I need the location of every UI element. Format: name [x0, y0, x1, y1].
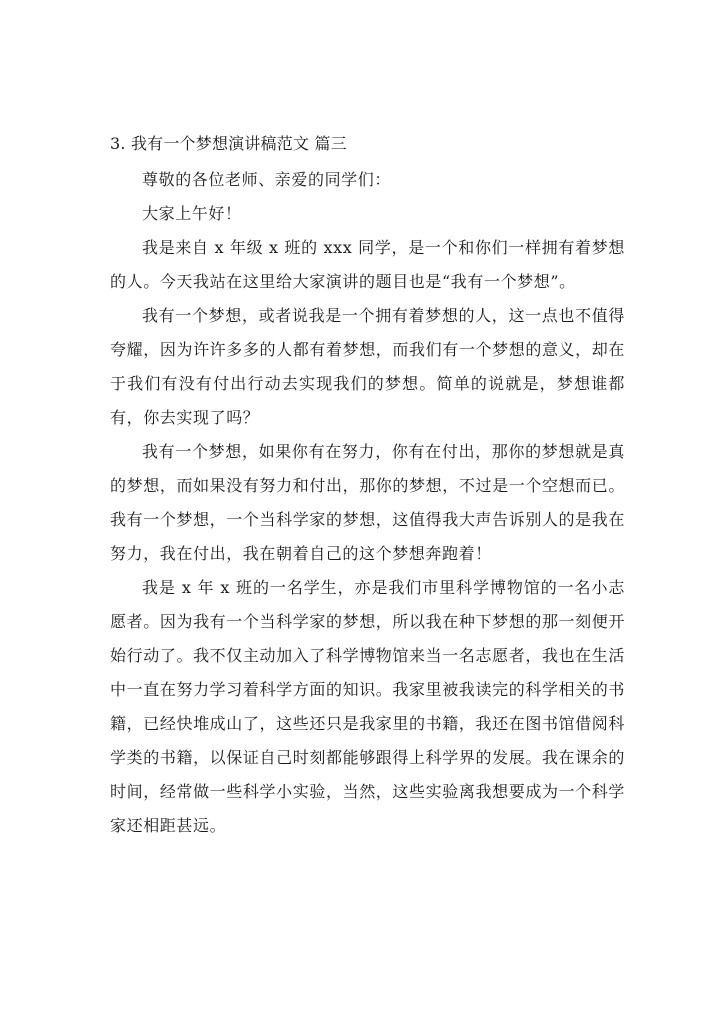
section-heading: 3. 我有一个梦想演讲稿范文 篇三: [110, 134, 347, 153]
body-paragraph: 我有一个梦想，如果你有在努力，你有在付出，那你的梦想就是真的梦想，而如果没有努力和付出，那你的梦想，不过是一个空想而已。我有一个梦想，一个当科学家的梦想，这值得我大声告诉别人的是我在努力，我在付出，我在朝着自己的这个梦想奔跑着！: [110, 442, 625, 563]
body-paragraph: 我有一个梦想，或者说我是一个拥有着梦想的人，这一点也不值得夸耀，因为许许多多的人都有着梦想，而我们有一个梦想的意义，却在于我们有没有付出行动去实现我们的梦想。简单的说就是，梦想谁都有，你去实现了吗？: [110, 306, 625, 427]
intro-paragraph: 我是来自 x 年级 x 班的 xxx 同学，是一个和你们一样拥有着梦想的人。今天我站在这里给大家演讲的题目也是“我有一个梦想”。: [110, 238, 625, 291]
salutation-paragraph: 尊敬的各位老师、亲爱的同学们：: [142, 170, 392, 189]
greeting-paragraph: 大家上午好！: [142, 204, 242, 223]
body-paragraph: 我是 x 年 x 班的一名学生，亦是我们市里科学博物馆的一名小志愿者。因为我有一个当科学家的梦想，所以我在种下梦想的那一刻便开始行动了。我不仅主动加入了科学博物馆来当一名志愿者，我也在生活中一直在努力学习着科学方面的知识。我家里被我读完的科学相关的书籍，已经快堆成山了，这些还只是我家里的书籍，我还在图书馆借阅科学类的书籍，以保证自己时刻都能够跟得上科学界的发展。我在课余的时间，经常做一些科学小实验，当然，这些实验离我想要成为一个科学家还相距甚远。: [110, 578, 625, 835]
document-body: [110, 128, 625, 843]
